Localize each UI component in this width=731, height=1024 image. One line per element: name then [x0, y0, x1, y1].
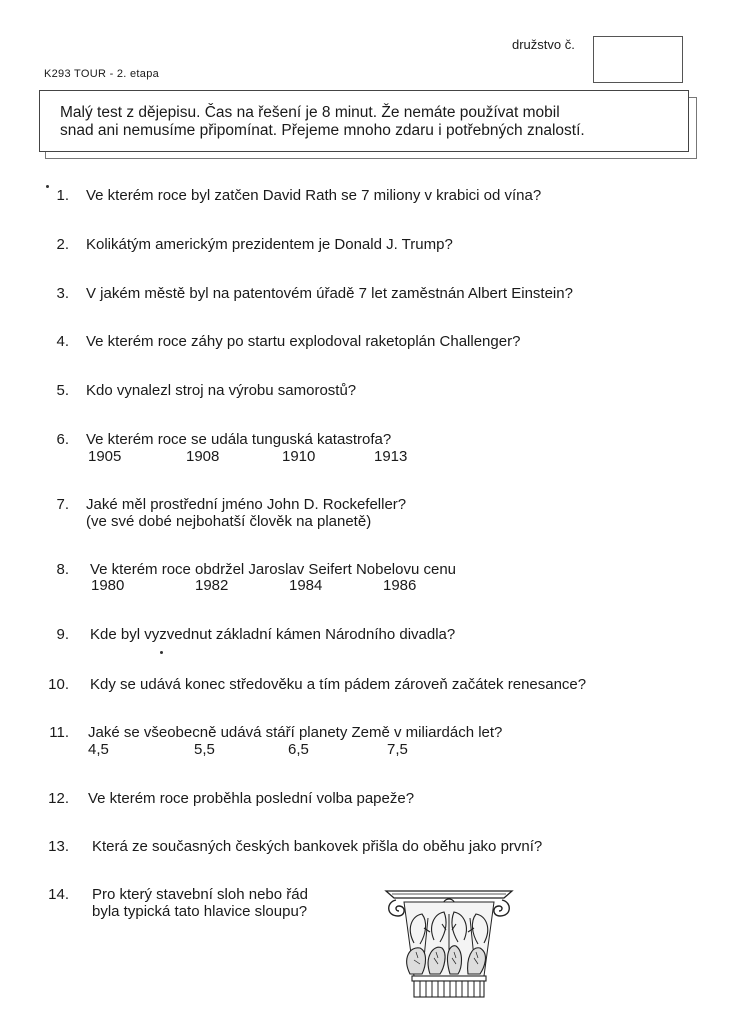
question-number: 1.	[56, 187, 69, 204]
intro-line-1: Malý test z dějepisu. Čas na řešení je 8 minut. Že nemáte používat mobil	[60, 104, 560, 121]
question-number: 2.	[56, 236, 69, 253]
question-text: Pro který stavební sloh nebo řád	[92, 886, 308, 903]
answer-option: 6,5	[288, 741, 309, 758]
scan-dot	[160, 651, 163, 654]
question-text-line-2: byla typická tato hlavice sloupu?	[92, 903, 308, 920]
question-number: 14.	[48, 886, 69, 903]
answer-option: 7,5	[387, 741, 408, 758]
answer-option: 1980	[91, 577, 125, 594]
question-number: 12.	[48, 790, 69, 807]
question-note: (ve své dobé nejbohatší člověk na planetě)	[86, 513, 372, 530]
question-text: Ve kterém roce se udála tunguská katastrofa?	[86, 431, 392, 448]
question-text: Kolikátým americkým prezidentem je Donald J. Trump?	[86, 236, 453, 253]
question-number: 7.	[56, 496, 69, 513]
question-text: Jaké měl prostřední jméno John D. Rockefeller?	[86, 496, 407, 513]
answer-option: 1982	[195, 577, 229, 594]
question-text: V jakém městě byl na patentovém úřadě 7 let zaměstnán Albert Einstein?	[86, 285, 573, 302]
question-number: 10.	[48, 676, 69, 693]
question-text: Ve kterém roce byl zatčen David Rath se 7 miliony v krabici od vína?	[86, 187, 542, 204]
question-number: 9.	[56, 626, 69, 643]
question-number: 13.	[48, 838, 69, 855]
question-text: Jaké se všeobecně udává stáří planety Země v miliardách let?	[88, 724, 503, 741]
question-number: 8.	[56, 561, 69, 578]
answer-option: 1986	[383, 577, 417, 594]
question-number: 5.	[56, 382, 69, 399]
answer-option: 1910	[282, 448, 316, 465]
document-code: K293 TOUR - 2. etapa	[44, 68, 160, 80]
intro-box	[39, 90, 689, 152]
corinthian-capital-icon	[384, 888, 514, 998]
question-text: Která ze současných českých bankovek přišla do oběhu jako první?	[92, 838, 543, 855]
question-text: Ve kterém roce proběhla poslední volba papeže?	[88, 790, 415, 807]
team-number-label: družstvo č.	[512, 37, 575, 52]
question-text: Ve kterém roce obdržel Jaroslav Seifert Nobelovu cenu	[90, 561, 457, 578]
answer-option: 5,5	[194, 741, 215, 758]
intro-line-2: snad ani nemusíme připomínat. Přejeme mnoho zdaru i potřebných znalostí.	[60, 122, 585, 139]
question-text: Kdo vynalezl stroj na výrobu samorostů?	[86, 382, 357, 399]
answer-option: 1908	[186, 448, 220, 465]
question-number: 11.	[49, 724, 69, 741]
answer-option: 4,5	[88, 741, 109, 758]
question-number: 6.	[56, 431, 69, 448]
answer-option: 1984	[289, 577, 323, 594]
team-number-box[interactable]	[593, 36, 683, 83]
question-text: Ve kterém roce záhy po startu explodoval raketoplán Challenger?	[86, 333, 521, 350]
question-number: 4.	[56, 333, 69, 350]
question-text: Kde byl vyzvednut základní kámen Národního divadla?	[90, 626, 456, 643]
question-text: Kdy se udává konec středověku a tím pádem zároveň začátek renesance?	[90, 676, 587, 693]
question-number: 3.	[56, 285, 69, 302]
answer-option: 1905	[88, 448, 122, 465]
answer-option: 1913	[374, 448, 408, 465]
